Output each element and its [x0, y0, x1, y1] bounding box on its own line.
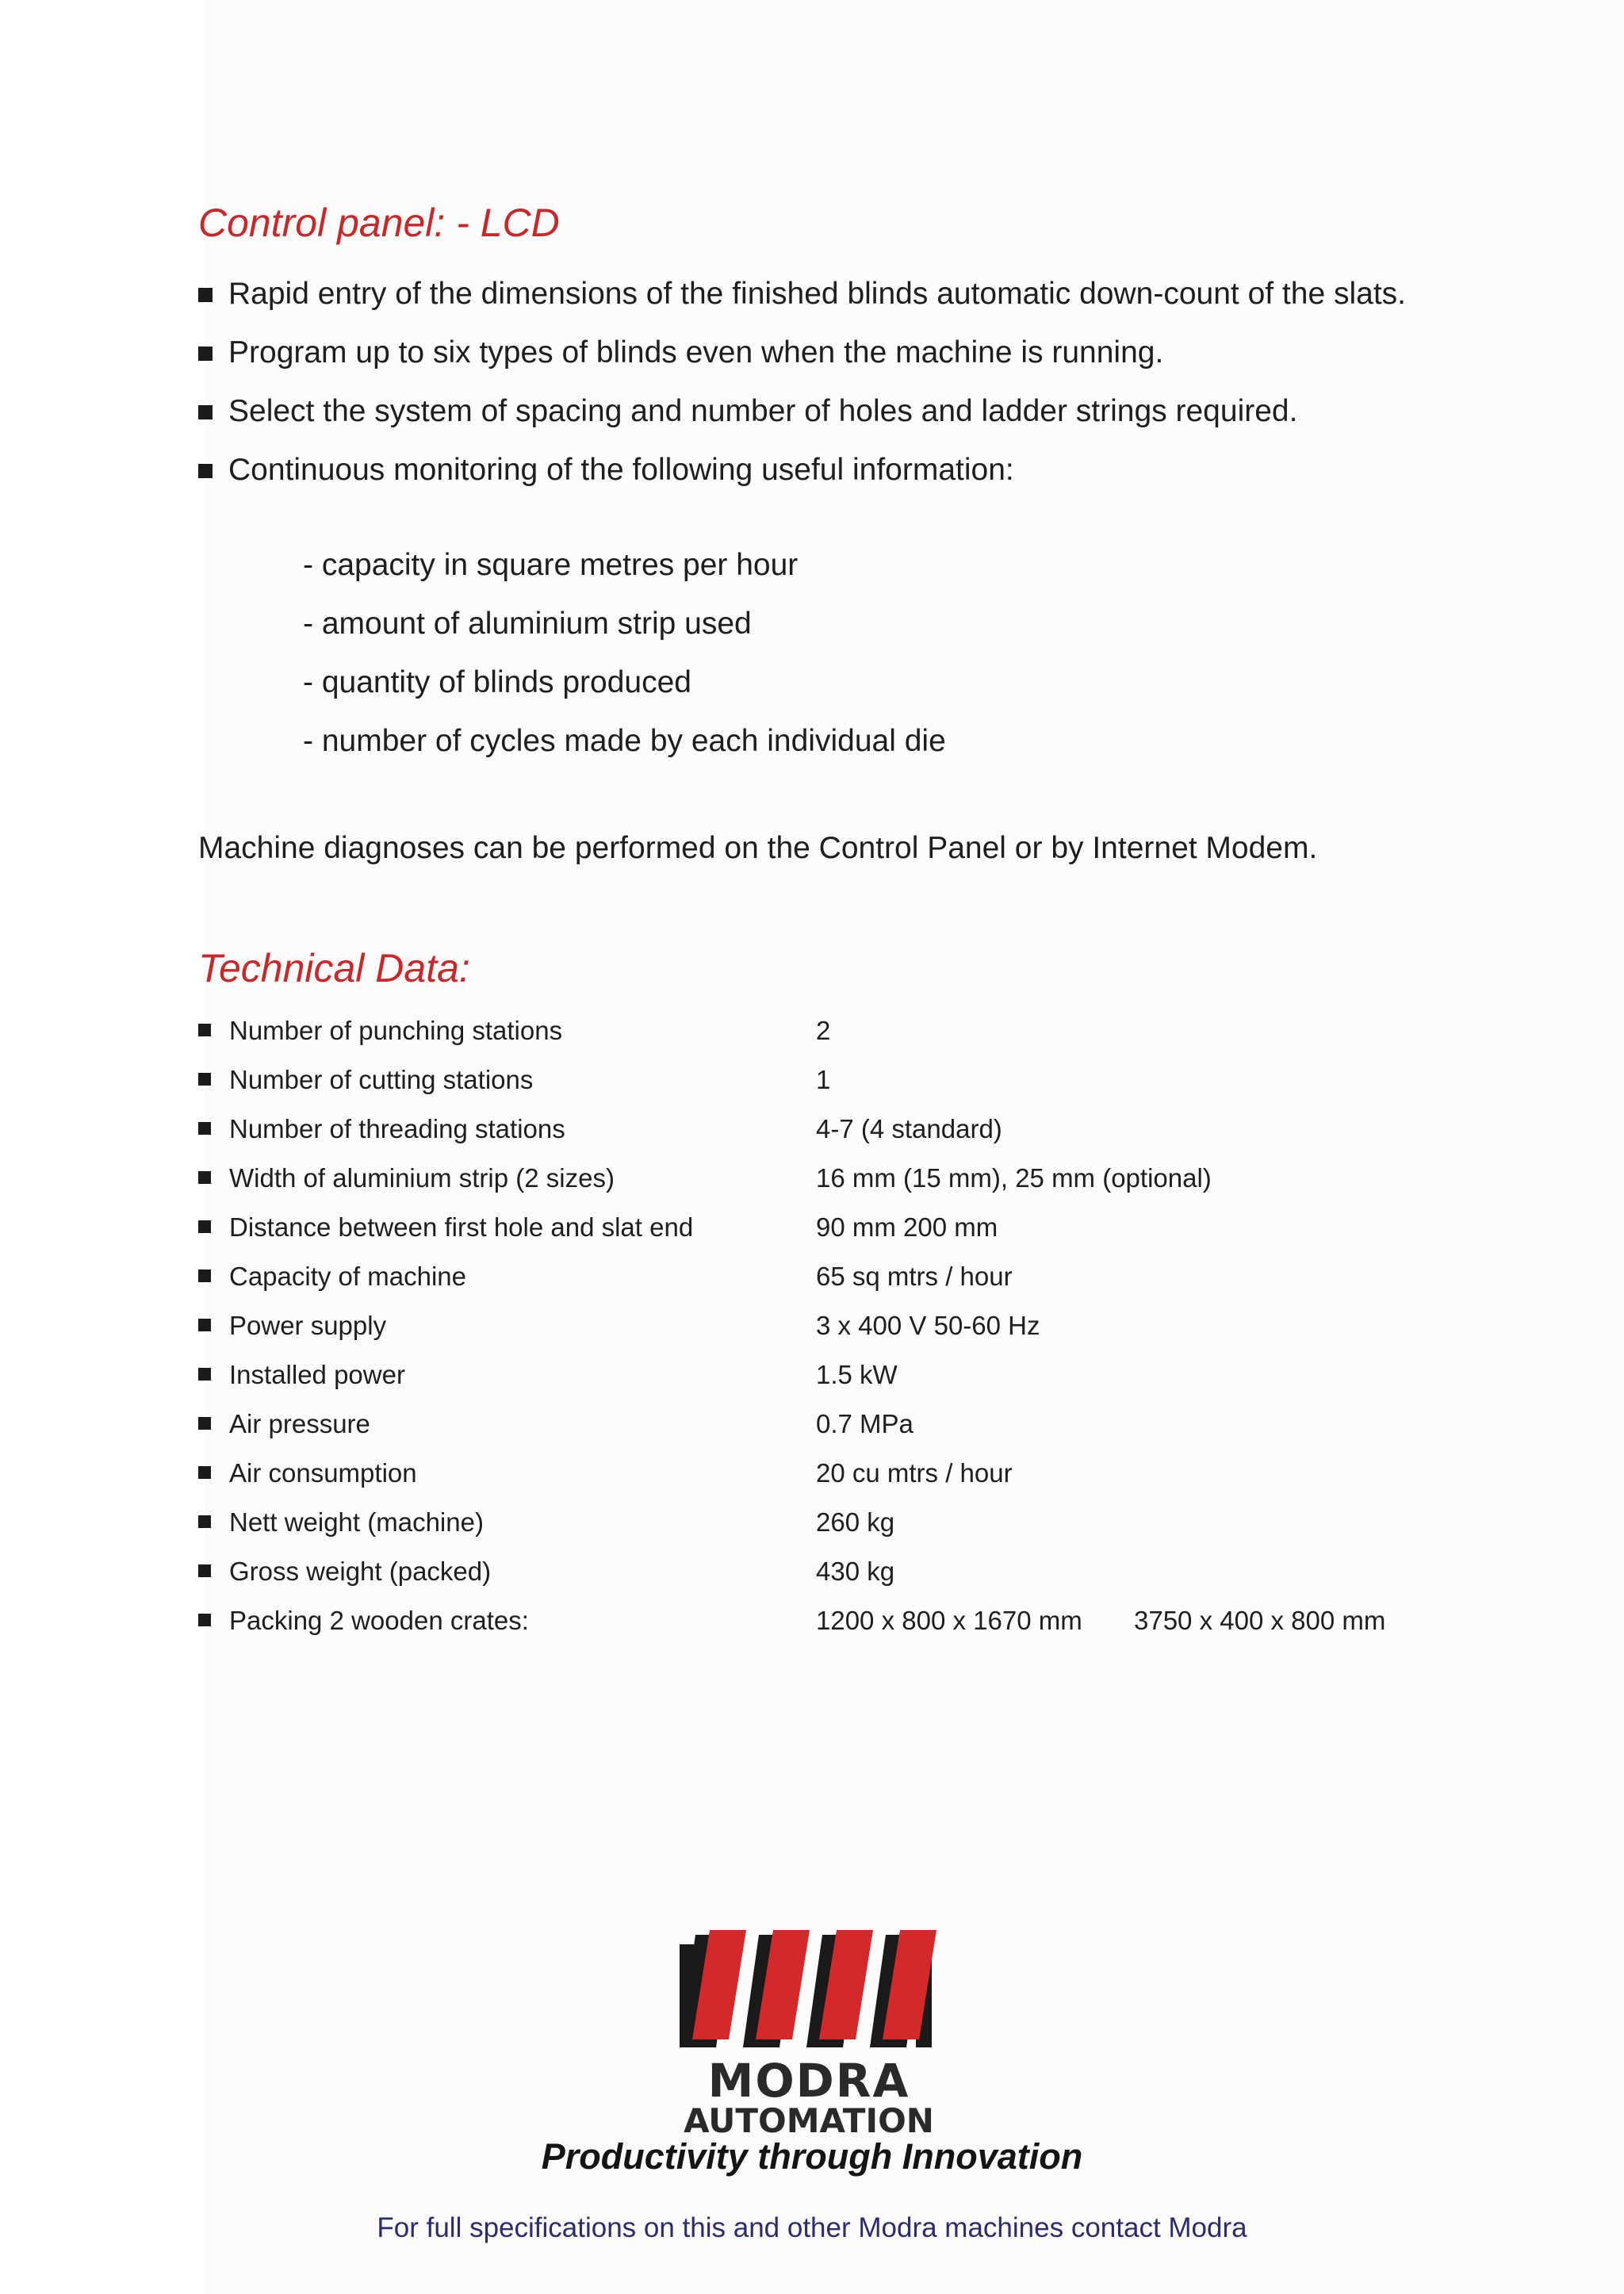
square-bullet-icon	[198, 1220, 211, 1233]
table-row	[198, 1015, 1435, 1064]
bullet-text: Select the system of spacing and number of holes and ladder strings required.	[228, 394, 1298, 428]
spec-value: 430 kg	[816, 1557, 895, 1586]
spec-value: 16 mm (15 mm), 25 mm (optional)	[816, 1163, 1212, 1193]
spec-value: 0.7 MPa	[816, 1409, 914, 1438]
square-bullet-icon	[198, 1073, 211, 1086]
spec-label: Distance between first hole and slat end	[229, 1212, 694, 1242]
spec-value: 1200 x 800 x 1670 mm	[816, 1606, 1082, 1635]
spec-label: Number of threading stations	[229, 1114, 565, 1143]
bullet-text: Rapid entry of the dimensions of the finished blinds automatic down-count of the slats.	[228, 277, 1407, 311]
table-row	[198, 1457, 1435, 1507]
square-bullet-icon	[198, 1024, 211, 1036]
spec-label: Installed power	[229, 1360, 405, 1389]
sub-list-item: - amount of aluminium strip used	[303, 607, 752, 641]
list-item	[198, 333, 1435, 373]
table-row	[198, 1408, 1435, 1457]
square-bullet-icon	[198, 464, 213, 478]
spec-value: 1.5 kW	[816, 1360, 898, 1389]
table-row	[198, 1556, 1435, 1605]
spec-label: Number of punching stations	[229, 1016, 563, 1045]
tagline: Productivity through Innovation	[541, 2136, 1083, 2177]
square-bullet-icon	[198, 1122, 211, 1135]
table-row	[198, 1162, 1435, 1212]
control-panel-bullets	[198, 274, 1435, 490]
table-row	[198, 1261, 1435, 1310]
table-row	[198, 1605, 1435, 1654]
sub-list-item: - number of cycles made by each individual die	[303, 724, 946, 758]
spec-value: 65 sq mtrs / hour	[816, 1262, 1013, 1291]
logo-wordmark: MODRA	[707, 2054, 910, 2108]
logo-stripes-icon	[678, 1928, 940, 2055]
spec-value: 90 mm 200 mm	[816, 1212, 998, 1242]
spec-label: Packing 2 wooden crates:	[229, 1606, 529, 1635]
square-bullet-icon	[198, 1270, 211, 1282]
square-bullet-icon	[198, 1515, 211, 1528]
table-row	[198, 1113, 1435, 1162]
spec-value: 1	[816, 1065, 831, 1094]
spec-label: Capacity of machine	[229, 1262, 466, 1291]
logo-subwordmark: AUTOMATION	[684, 2101, 934, 2140]
spec-value-secondary: 3750 x 400 x 800 mm	[1134, 1606, 1386, 1635]
square-bullet-icon	[198, 1417, 211, 1430]
spec-value: 260 kg	[816, 1507, 895, 1537]
table-row	[198, 1507, 1435, 1556]
spec-label: Power supply	[229, 1311, 387, 1340]
control-panel-heading: Control panel: - LCD	[198, 201, 560, 245]
spec-label: Width of aluminium strip (2 sizes)	[229, 1163, 615, 1193]
table-row	[198, 1310, 1435, 1359]
footer-contact-note: For full specifications on this and other Modra machines contact Modra	[377, 2212, 1247, 2243]
square-bullet-icon	[198, 1368, 211, 1381]
square-bullet-icon	[198, 1564, 211, 1577]
sub-list-item: - quantity of blinds produced	[303, 665, 691, 699]
square-bullet-icon	[198, 347, 213, 361]
spec-table	[198, 1015, 1435, 1654]
spec-value: 4-7 (4 standard)	[816, 1114, 1002, 1143]
spec-value: 20 cu mtrs / hour	[816, 1458, 1013, 1488]
list-item	[198, 450, 1435, 490]
diagnosis-paragraph: Machine diagnoses can be performed on the Control Panel or by Internet Modem.	[198, 831, 1318, 865]
list-item	[198, 274, 1435, 314]
square-bullet-icon	[198, 405, 213, 419]
spec-label: Nett weight (machine)	[229, 1507, 484, 1537]
square-bullet-icon	[198, 1319, 211, 1331]
spec-label: Gross weight (packed)	[229, 1557, 492, 1586]
table-row	[198, 1212, 1435, 1261]
list-item	[198, 392, 1435, 431]
spec-label: Air pressure	[229, 1409, 370, 1438]
table-row	[198, 1064, 1435, 1113]
monitoring-sub-list	[303, 546, 946, 780]
modra-logo	[678, 1928, 940, 2140]
sub-list-item: - capacity in square metres per hour	[303, 548, 799, 582]
spec-value: 2	[816, 1016, 831, 1045]
square-bullet-icon	[198, 288, 213, 302]
bullet-text: Program up to six types of blinds even when the machine is running.	[228, 335, 1164, 370]
spec-label: Number of cutting stations	[229, 1065, 534, 1094]
bullet-text: Continuous monitoring of the following useful information:	[228, 453, 1014, 487]
spec-value: 3 x 400 V 50-60 Hz	[816, 1311, 1040, 1340]
spec-label: Air consumption	[229, 1458, 417, 1488]
square-bullet-icon	[198, 1171, 211, 1184]
square-bullet-icon	[198, 1614, 211, 1626]
table-row	[198, 1359, 1435, 1408]
square-bullet-icon	[198, 1466, 211, 1479]
technical-data-heading: Technical Data:	[198, 946, 470, 990]
